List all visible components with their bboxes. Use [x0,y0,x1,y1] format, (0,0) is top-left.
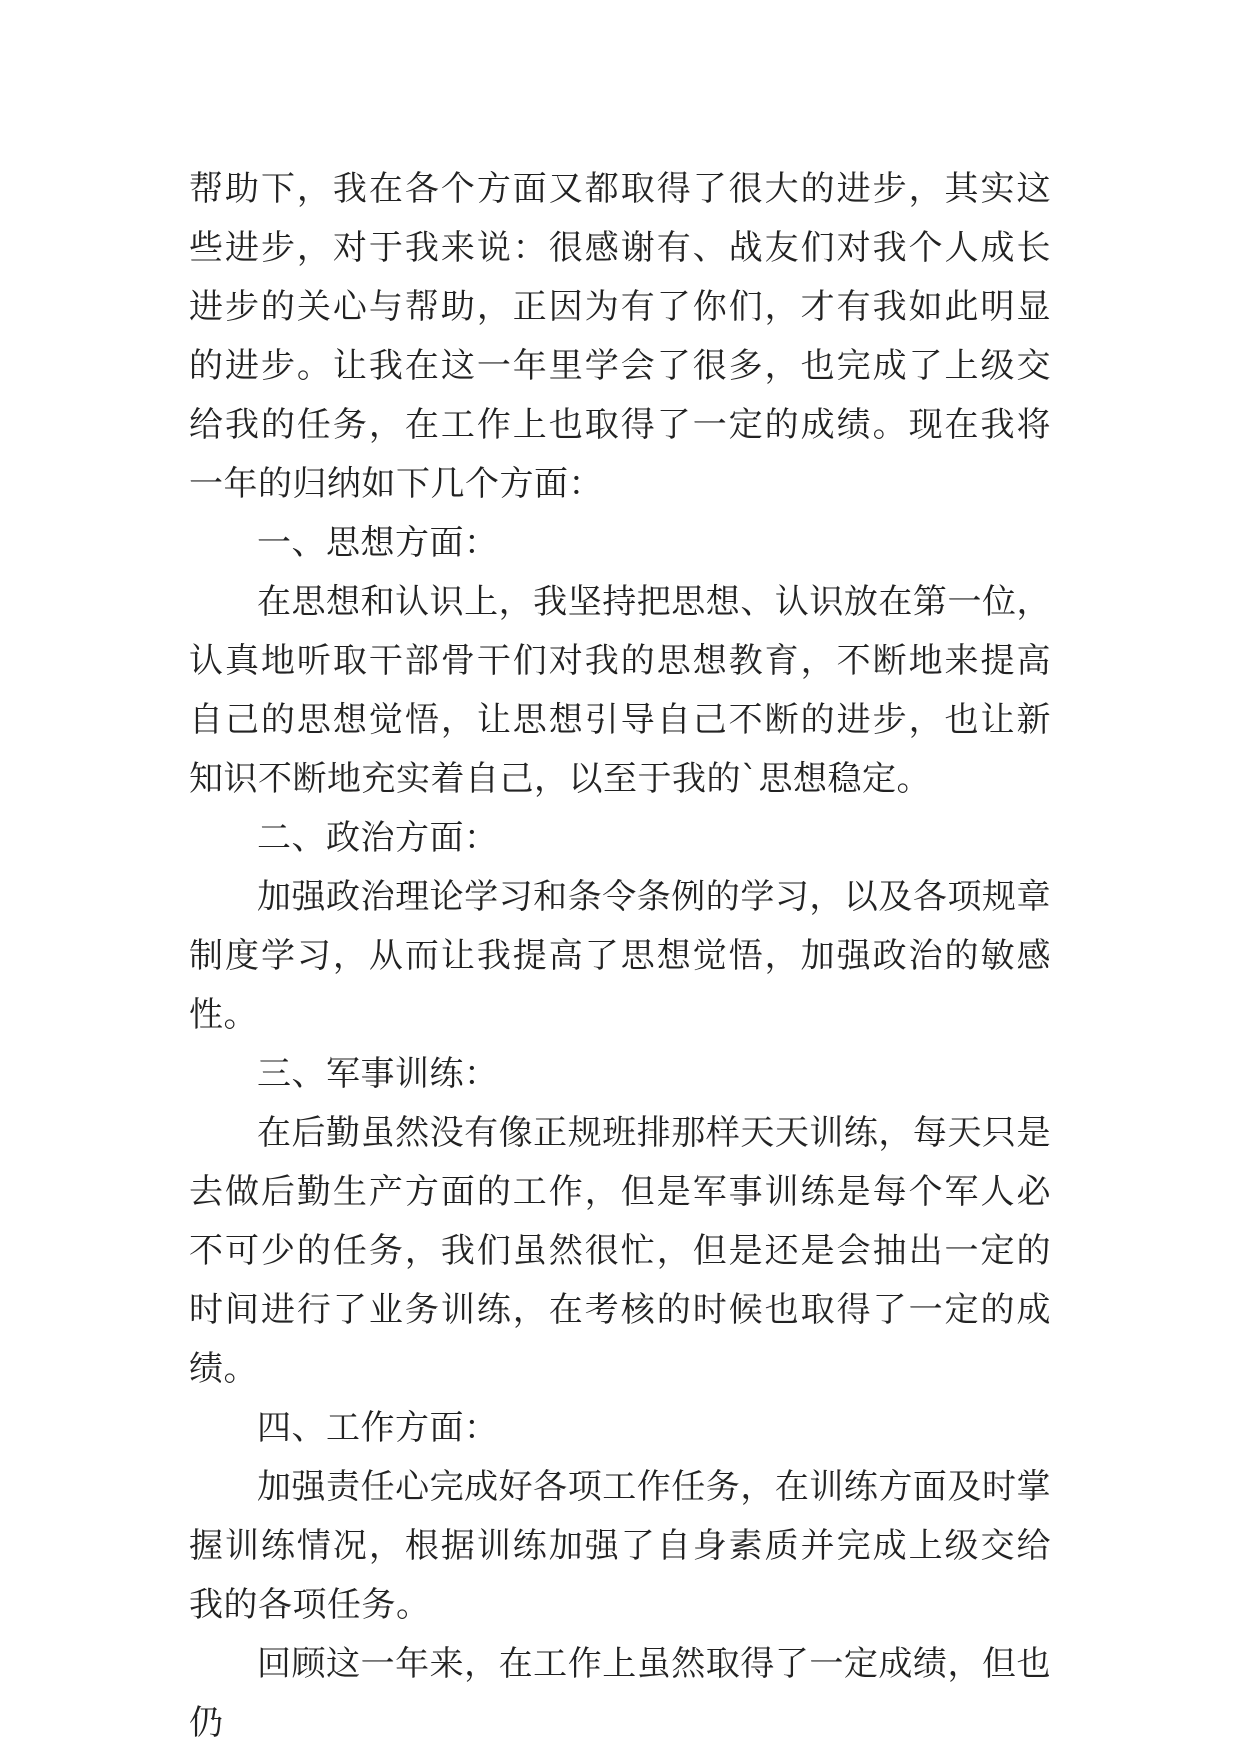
heading-work: 四、工作方面： [257,1408,499,1448]
paragraph-work: 加强责任心完成好各项工作任务，在训练方面及时掌握训练情况，根据训练加强了自身素质并完成上级交给我的各项任务。 [189,1467,1051,1625]
paragraph-thought: 在思想和认识上，我坚持把思想、认识放在第一位，认真地听取干部骨干们对我的思想教育，不断地来提高自己的思想觉悟，让思想引导自己不断的进步，也让新知识不断地充实着自己，以至于我的`思想稳定。 [189,582,1051,799]
paragraph-politics: 加强政治理论学习和条令条例的学习，以及各项规章制度学习，从而让我提高了思想觉悟，加强政治的敏感性。 [189,877,1051,1035]
document-body [189,160,1051,1753]
heading-military-training: 三、军事训练： [257,1054,499,1094]
paragraph-intro-continued: 帮助下，我在各个方面又都取得了很大的进步，其实这些进步，对于我来说：很感谢有、战友们对我个人成长进步的关心与帮助，正因为有了你们，才有我如此明显的进步。让我在这一年里学会了很多，也完成了上级交给我的任务，在工作上也取得了一定的成绩。现在我将一年的归纳如下几个方面： [189,169,1051,504]
heading-politics: 二、政治方面： [257,818,499,858]
paragraph-military-training: 在后勤虽然没有像正规班排那样天天训练，每天只是去做后勤生产方面的工作，但是军事训练是每个军人必不可少的任务，我们虽然很忙，但是还是会抽出一定的时间进行了业务训练，在考核的时候也取得了一定的成绩。 [189,1113,1051,1389]
heading-thought: 一、思想方面： [257,523,499,563]
paragraph-review: 回顾这一年来，在工作上虽然取得了一定成绩，但也仍 [189,1644,1051,1743]
